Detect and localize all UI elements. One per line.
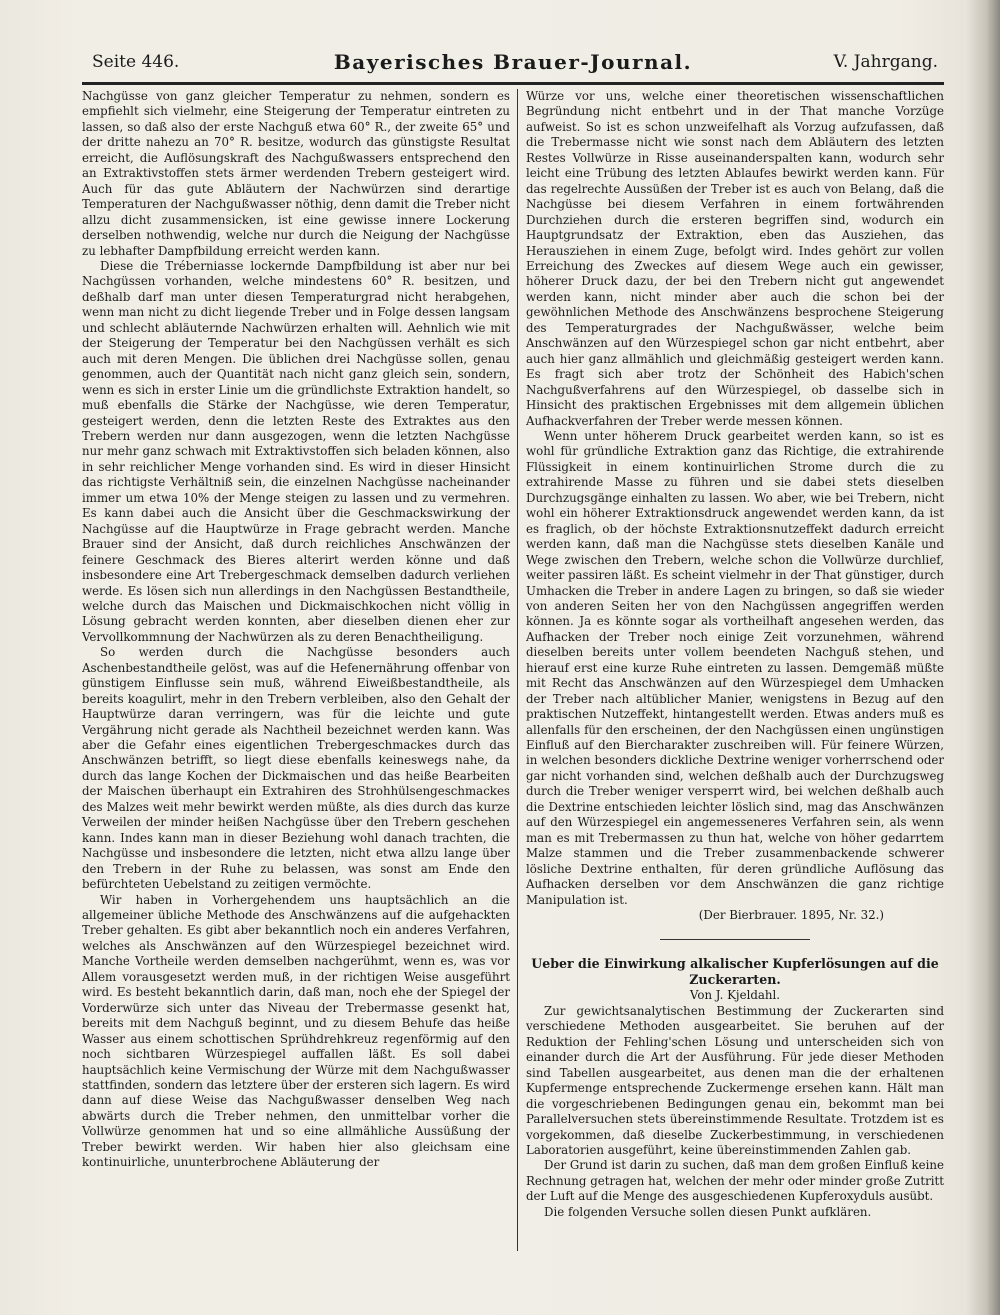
- article-separator: [660, 939, 810, 940]
- right-paragraph-1: Würze vor uns, welche einer theoretischen wissenschaftlichen Begründung nicht entbehrt und in der That manche Vorzüge aufweist. So ist es schon unzweifelhaft als Vorzug aufzufassen, daß die Trebermasse nicht wie sonst nach dem Abläutern des letzten Restes Vollwürze in Risse auseinanderspalten kann, wodurch sehr leicht eine Trübung des letzten Ablaufes bewirkt werden kann. Für das regelrechte Aussüßen der Treber ist es auch von Belang, daß die Nachgüsse bei diesem Verfahren in einem fortwährenden Durchziehen durch die ersteren begriffen sind, wodurch ein Hauptgrundsatz der Extraktion, eben das Ausziehen, das Herausziehen in einem Zuge, befolgt wird. Indes gehört zur vollen Erreichung des Zweckes auf diesem Wege auch ein gewisser, höherer Druck dazu, der bei den Trebern nicht gut angewendet werden kann, nicht minder aber auch die schon bei der gewöhnlichen Methode des Anschwänzens besprochene Steigerung des Temperaturgrades der Nachgußwässer, welche beim Anschwänzen auf den Würzespiegel schon gar nicht entbehrt, aber auch hier ganz allmählich und gleichmäßig gesteigert werden kann. Es fragt sich aber trotz der Schönheit des Habich'schen Nachgußverfahrens auf den Würzespiegel, ob dasselbe sich in Hinsicht des praktischen Ergebnisses mit dem allgemein üblichen Aufhackverfahren der Treber werde messen können.: [526, 89, 944, 428]
- left-paragraph-1: Nachgüsse von ganz gleicher Temperatur zu nehmen, sondern es empfiehlt sich vielmehr, eine Steigerung der Temperatur eintreten zu lassen, so daß also der erste Nachguß etwa 60° R., der zweite 65° und der dritte nahezu an 70° R. besitze, wodurch das günstigste Resultat erreicht, die Auflösungskraft des Nachgußwassers entsprechend den an Extraktivstoffen stets ärmer werdenden Trebern gesteigert wird. Auch für das gute Abläutern der Nachwürzen sind derartige Temperaturen der Nachgußwasser nöthig, denn damit die Treber nicht allzu dicht zusammensicken, ist eine gewisse innere Lockerung derselben nothwendig, welche nur durch die Neigung der Nachgüsse zu lebhafter Dampfbildung erreicht werden kann.: [82, 89, 510, 258]
- article-paragraph-3: Die folgenden Versuche sollen diesen Punkt aufklären.: [544, 1204, 872, 1219]
- volume-label: V. Jahrgang.: [833, 52, 938, 72]
- page-edge-shadow: [966, 0, 1000, 1315]
- column-divider: [517, 89, 518, 1251]
- article-paragraph-1: Zur gewichtsanalytischen Bestimmung der Zuckerarten sind verschiedene Methoden ausgearbeitet. Sie beruhen auf der Reduktion der Fehling'schen Lösung und unterscheiden sich von einander durch die Art der Ausführung. Für jede dieser Methoden sind Tabellen ausgearbeitet, aus denen man die der erhaltenen Kupfermenge entsprechende Zuckermenge ersehen kann. Hält man die vorgeschriebenen Bedingungen genau ein, bekommt man bei Parallelversuchen stets übereinstimmende Resultate. Trotzdem ist es vorgekommen, daß dieselbe Zuckerbestimmung, in verschiedenen Laboratorien ausgeführt, keine übereinstimmenden Zahlen gab.: [526, 1003, 944, 1157]
- left-paragraph-2: Diese die Tréberniasse lockernde Dampfbildung ist aber nur bei Nachgüssen vorhanden, welche mindestens 60° R. besitzen, und deßhalb darf man unter diesen Temperaturgrad nicht herabgehen, wenn man nicht zu dicht liegende Treber und in Folge dessen langsam und schlecht abläuternde Nachwürzen erhalten will. Aehnlich wie mit der Steigerung der Temperatur bei den Nachgüssen verhält es sich auch mit deren Mengen. Die üblichen drei Nachgüsse sollen, genau genommen, auch der Quantität nach nicht ganz gleich sein, sondern, wenn es sich in erster Linie um die gründlichste Extraktion handelt, so muß ebenfalls die Stärke der Nachgüsse, wie deren Temperatur, gesteigert werden, denn die letzten Reste des Extraktes aus den Trebern werden nur dann ausgezogen, wenn die letzten Nachgüsse nur mehr ganz schwach mit Extraktivstoffen sich beladen können, also in sehr reichlicher Menge vorhanden sind. Es wird in dieser Hinsicht das richtigste Verhältniß sein, die einzelnen Nachgüsse nacheinander immer um etwa 10% der Menge steigen zu lassen und zu vermehren. Es kann dabei auch die Ansicht über die Geschmackswirkung der Nachgüsse auf die Hauptwürze in Frage gebracht werden. Manche Brauer sind der Ansicht, daß durch reichliches Anschwänzen der feinere Geschmack des Bieres alterirt werden könne und daß insbesondere eine Art Trebergeschmack demselben dadurch verliehen werde. Es lösen sich nun allerdings in den Nachgüssen Bestandtheile, welche durch das Maischen und Dickmaischkochen nicht völlig in Lösung gebracht werden konnten, aber dieselben dienen eher zur Vervollkommnung der Nachwürzen als zu deren Benachtheiligung.: [82, 258, 510, 644]
- journal-title: Bayerisches Brauer-Journal.: [333, 50, 693, 74]
- left-column: [82, 89, 510, 1171]
- source-citation: (Der Bierbrauer. 1895, Nr. 32.): [698, 908, 884, 923]
- header-rule: [82, 82, 944, 85]
- page-number: Seite 446.: [92, 52, 180, 72]
- article-author: Von J. Kjeldahl.: [689, 988, 781, 1003]
- article-title: Ueber die Einwirkung alkalischer Kupferlösungen auf die Zuckerarten.: [531, 956, 939, 988]
- left-paragraph-4: Wir haben in Vorhergehendem uns hauptsächlich an die allgemeiner übliche Methode des Anschwänzens auf die aufgehackten Treber gehalten. Es gibt aber bekanntlich noch ein anderes Verfahren, welches als Anschwänzen auf den Würzespiegel bezeichnet wird. Manche Vortheile werden demselben nachgerühmt, wenn es, was vor Allem vorausgesetzt werden muß, in der richtigen Weise ausgeführt wird. Es besteht bekanntlich darin, daß man, noch ehe der Spiegel der Vorderwürze sich unter das Niveau der Trebermasse gesenkt hat, bereits mit dem Nachguß beginnt, und zu diesem Behufe das heiße Wasser aus einem schottischen Sprühdrehkreuz regenförmig auf den noch sichtbaren Würzespiegel auffallen läßt. Es soll dabei hauptsächlich keine Vermischung der Würze mit dem Nachgußwasser stattfinden, sondern das letztere über der ersteren sich lagern. Es wird dann auf diese Weise das Nachgußwasser denselben Weg nach abwärts durch die Treber nehmen, den unmittelbar vorher die Vollwürze genommen hat und so eine allmähliche Aussüßung der Treber bewirkt werden. Wir haben hier also gleichsam eine kontinuirliche, ununterbrochene Abläuterung der: [82, 892, 511, 1170]
- right-paragraph-2: Wenn unter höherem Druck gearbeitet werden kann, so ist es wohl für gründliche Extraktion ganz das Richtige, die extrahirende Flüssigkeit in einem kontinuirlichen Strome durch die zu extrahirende Masse zu führen und sie dabei stets dieselben Durchzugsgänge einhalten zu lassen. Wo aber, wie bei Trebern, nicht wohl ein höherer Extraktionsdruck angewendet werden kann, da ist es fraglich, ob der höchste Extraktionsnutzeffekt dadurch erreicht werden kann, daß man die Nachgüsse stets dieselben Kanäle und Wege zwischen den Trebern, welche schon die Vollwürze durchlief, weiter passiren läßt. Es scheint vielmehr in der That günstiger, durch Umhacken die Treber in andere Lagen zu bringen, so daß sie wieder von anderen Seiten her von den Nachgüssen angegriffen werden können. Ja es könnte sogar als vortheilhaft angesehen werden, das Aufhacken der Treber noch einige Zeit vorzunehmen, während dieselben bereits unter vollem beendeten Nachguß stehen, und hierauf erst eine kurze Ruhe eintreten zu lassen. Demgemäß müßte mit Recht das Anschwänzen auf den Würzespiegel dem Umhacken der Treber nach altüblicher Manier, wenigstens in Bezug auf den praktischen Nutzeffekt, hintangestellt werden. Etwas anders muß es allenfalls für den erscheinen, der den Nachgüssen einen ungünstigen Einfluß auf den Biercharakter zuschreiben will. Für feinere Würzen, in welchen besonders dickliche Dextrine weniger vorherrschend oder gar nicht vorhanden sind, welchen deßhalb auch der Durchzugsweg durch die Treber weniger versperrt wird, bei welchen deßhalb auch die Dextrine entschieden leichter löslich sind, mag das Anschwänzen auf den Würzespiegel ein angemesseneres Verfahren sein, als wenn man es mit Trebermassen zu thun hat, welche von höher gedarrtem Malze stammen und die Treber zusammenbackende schwerer lösliche Dextrine enthalten, für deren gründliche Auflösung das Aufhacken derselben vor dem Anschwänzen die ganz richtige Manipulation ist.: [526, 428, 944, 907]
- article-paragraph-2: Der Grund ist darin zu suchen, daß man dem großen Einfluß keine Rechnung getragen hat, welchen der mehr oder minder große Zutritt der Luft auf die Menge des ausgeschiedenen Kupferoxyduls ausübt.: [526, 1158, 944, 1204]
- page-header: [82, 48, 944, 80]
- left-paragraph-3: So werden durch die Nachgüsse besonders auch Aschenbestandtheile gelöst, was auf die Hefenernährung offenbar von günstigem Einflusse sein muß, während Eiweißbestandtheile, als bereits koagulirt, mehr in den Trebern verbleiben, also den Gehalt der Hauptwürze daran verringern, was für die leichte und gute Vergährung nicht gerade als Nachtheil bezeichnet werden kann. Was aber die Gefahr eines eigentlichen Trebergeschmackes durch das Anschwänzen betrifft, so liegt diese ebenfalls keineswegs nahe, da durch das lange Kochen der Dickmaischen und das heiße Bearbeiten der Maischen überhaupt ein Extrahiren des Strohhülsengeschmackes des Malzes weit mehr bewirkt werden müßte, als dies durch das kurze Verweilen der minder heißen Nachgüsse über den Trebern geschehen kann. Indes kann man in dieser Beziehung wohl danach trachten, die Nachgüsse und insbesondere die letzten, nicht etwa allzu lange über den Trebern in der Ruhe zu belassen, was sonst am Ende den befürchteten Uebelstand zu zeitigen vermöchte.: [82, 645, 510, 892]
- right-column: [526, 89, 944, 1220]
